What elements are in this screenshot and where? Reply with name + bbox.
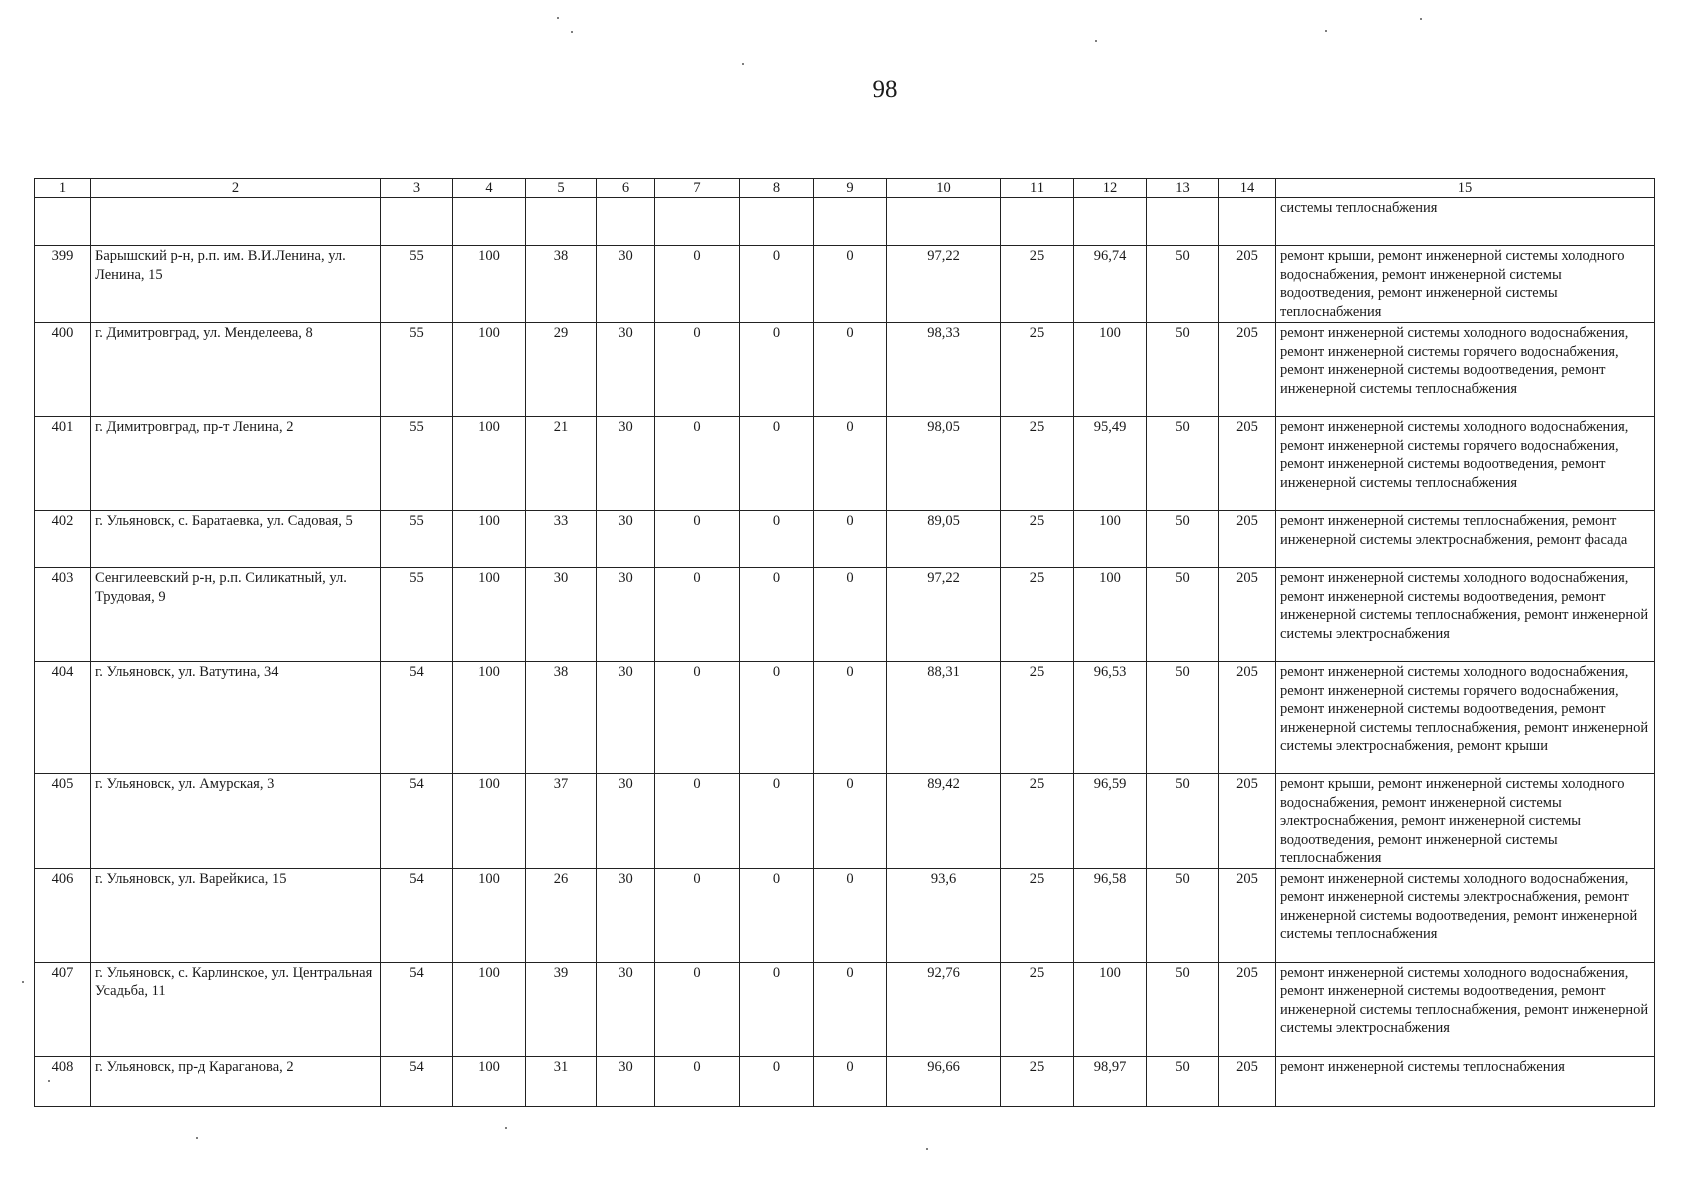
value-c8: 0: [740, 1056, 814, 1106]
value-c4: 100: [453, 662, 526, 774]
value-c3: 55: [381, 417, 453, 511]
value-c13: 50: [1147, 323, 1219, 417]
scan-speck: [196, 1137, 198, 1139]
value-c4: 100: [453, 246, 526, 323]
scan-speck: [1325, 30, 1327, 32]
row-number: 399: [35, 246, 91, 323]
repair-works: ремонт инженерной системы теплоснабжения: [1276, 1056, 1655, 1106]
building-address: г. Ульяновск, с. Карлинское, ул. Центральная Усадьба, 11: [91, 962, 381, 1056]
value-c4: 100: [453, 774, 526, 869]
value-c14: 205: [1219, 868, 1276, 962]
value-c13: 50: [1147, 662, 1219, 774]
value-c10: 93,6: [887, 868, 1001, 962]
value-c6: 30: [597, 868, 655, 962]
table-row: [35, 662, 1655, 774]
value-c7: 0: [655, 662, 740, 774]
column-number-header: 1: [35, 179, 91, 198]
value-c12: 100: [1074, 962, 1147, 1056]
scan-speck: [742, 63, 744, 65]
page-number: 98: [872, 76, 898, 103]
value-c11: 25: [1001, 568, 1074, 662]
value-c14: 205: [1219, 1056, 1276, 1106]
value-c13: 50: [1147, 868, 1219, 962]
value-c10: 92,76: [887, 962, 1001, 1056]
scan-speck: [926, 1148, 928, 1150]
column-number-header: 9: [814, 179, 887, 198]
value-c9: 0: [814, 246, 887, 323]
repair-works: ремонт инженерной системы холодного водоснабжения, ремонт инженерной системы горячего водоснабжения, ремонт инженерной системы водоотведения, ремонт инженерной системы теплоснабжения: [1276, 417, 1655, 511]
value-c14: 205: [1219, 568, 1276, 662]
row-number: 402: [35, 511, 91, 568]
scan-speck: [557, 17, 559, 19]
value-c8: 0: [740, 417, 814, 511]
column-number-header: 15: [1276, 179, 1655, 198]
value-c8: 0: [740, 962, 814, 1056]
value-c11: 25: [1001, 323, 1074, 417]
value-c7: 0: [655, 774, 740, 869]
value-c6: 30: [597, 568, 655, 662]
value-c12: 98,97: [1074, 1056, 1147, 1106]
value-c8: 0: [740, 323, 814, 417]
building-address: г. Ульяновск, пр-д Караганова, 2: [91, 1056, 381, 1106]
value-c8: 0: [740, 774, 814, 869]
value-c5: 37: [526, 774, 597, 869]
table-row: [35, 962, 1655, 1056]
value-c6: 30: [597, 774, 655, 869]
value-c5: 26: [526, 868, 597, 962]
column-number-header: 2: [91, 179, 381, 198]
value-c12: 96,59: [1074, 774, 1147, 869]
column-number-header: 8: [740, 179, 814, 198]
value-c6: 30: [597, 962, 655, 1056]
repair-works: ремонт инженерной системы холодного водоснабжения, ремонт инженерной системы электроснабжения, ремонт инженерной системы водоотведения, ремонт инженерной системы теплоснабжения: [1276, 868, 1655, 962]
value-c4: 100: [453, 962, 526, 1056]
value-c9: 0: [814, 662, 887, 774]
value-c13: 50: [1147, 511, 1219, 568]
value-c7: 0: [655, 323, 740, 417]
table-row: [35, 868, 1655, 962]
value-c6: 30: [597, 323, 655, 417]
value-c3: 55: [381, 511, 453, 568]
value-c11: 25: [1001, 511, 1074, 568]
value-c14: 205: [1219, 662, 1276, 774]
value-c6: 30: [597, 1056, 655, 1106]
value-c4: 100: [453, 323, 526, 417]
value-c8: 0: [740, 868, 814, 962]
value-c5: 21: [526, 417, 597, 511]
row-number: 406: [35, 868, 91, 962]
value-c10: 97,22: [887, 246, 1001, 323]
column-number-header: 6: [597, 179, 655, 198]
table-row: [35, 774, 1655, 869]
value-c12: 96,53: [1074, 662, 1147, 774]
value-c12: 100: [1074, 323, 1147, 417]
value-c5: 38: [526, 246, 597, 323]
value-c6: 30: [597, 511, 655, 568]
value-c4: 100: [453, 511, 526, 568]
value-c5: 30: [526, 568, 597, 662]
value-c13: 50: [1147, 962, 1219, 1056]
repair-works: ремонт крыши, ремонт инженерной системы холодного водоснабжения, ремонт инженерной системы электроснабжения, ремонт инженерной системы водоотведения, ремонт инженерной системы теплоснабжения: [1276, 774, 1655, 869]
value-c3: 54: [381, 1056, 453, 1106]
value-c3: 55: [381, 568, 453, 662]
value-c12: 100: [1074, 568, 1147, 662]
value-c12: 95,49: [1074, 417, 1147, 511]
value-c8: 0: [740, 246, 814, 323]
value-c7: 0: [655, 417, 740, 511]
column-number-header: 4: [453, 179, 526, 198]
value-c14: 205: [1219, 774, 1276, 869]
value-c12: 100: [1074, 511, 1147, 568]
value-c3: 54: [381, 662, 453, 774]
value-c5: 29: [526, 323, 597, 417]
value-c7: 0: [655, 868, 740, 962]
scan-speck: [505, 1127, 507, 1129]
value-c7: 0: [655, 568, 740, 662]
row-number: 405: [35, 774, 91, 869]
column-number-header: 12: [1074, 179, 1147, 198]
value-c9: 0: [814, 511, 887, 568]
value-c14: 205: [1219, 323, 1276, 417]
value-c13: 50: [1147, 246, 1219, 323]
building-address: г. Ульяновск, с. Баратаевка, ул. Садовая, 5: [91, 511, 381, 568]
building-address: г. Димитровград, пр-т Ленина, 2: [91, 417, 381, 511]
value-c9: 0: [814, 1056, 887, 1106]
value-c5: 31: [526, 1056, 597, 1106]
column-number-header: 14: [1219, 179, 1276, 198]
value-c13: 50: [1147, 568, 1219, 662]
value-c11: 25: [1001, 662, 1074, 774]
value-c10: 89,05: [887, 511, 1001, 568]
value-c3: 55: [381, 246, 453, 323]
value-c9: 0: [814, 568, 887, 662]
building-address: г. Ульяновск, ул. Амурская, 3: [91, 774, 381, 869]
value-c11: 25: [1001, 417, 1074, 511]
value-c11: 25: [1001, 1056, 1074, 1106]
value-c4: 100: [453, 868, 526, 962]
row-number: 401: [35, 417, 91, 511]
value-c13: 50: [1147, 774, 1219, 869]
building-address: г. Ульяновск, ул. Ватутина, 34: [91, 662, 381, 774]
value-c10: 88,31: [887, 662, 1001, 774]
value-c6: 30: [597, 246, 655, 323]
value-c8: 0: [740, 568, 814, 662]
value-c4: 100: [453, 1056, 526, 1106]
value-c14: 205: [1219, 511, 1276, 568]
value-c7: 0: [655, 962, 740, 1056]
row-number: 404: [35, 662, 91, 774]
value-c9: 0: [814, 774, 887, 869]
row-number: 400: [35, 323, 91, 417]
value-c13: 50: [1147, 1056, 1219, 1106]
repair-works: ремонт инженерной системы холодного водоснабжения, ремонт инженерной системы горячего водоснабжения, ремонт инженерной системы водоотведения, ремонт инженерной системы теплоснабжения, ремонт инженерной системы электроснабжения, ремонт крыши: [1276, 662, 1655, 774]
value-c12: 96,58: [1074, 868, 1147, 962]
value-c11: 25: [1001, 962, 1074, 1056]
column-number-row: [35, 179, 1655, 198]
scan-speck: [1095, 40, 1097, 42]
row-number: 408: [35, 1056, 91, 1106]
column-number-header: 5: [526, 179, 597, 198]
scan-speck: [571, 31, 573, 33]
value-c13: 50: [1147, 417, 1219, 511]
column-number-header: 11: [1001, 179, 1074, 198]
table-row: [35, 323, 1655, 417]
table-row: [35, 568, 1655, 662]
value-c11: 25: [1001, 774, 1074, 869]
value-c12: 96,74: [1074, 246, 1147, 323]
table-row: [35, 1056, 1655, 1106]
value-c7: 0: [655, 511, 740, 568]
column-number-header: 7: [655, 179, 740, 198]
value-c10: 98,05: [887, 417, 1001, 511]
scan-speck: [48, 1080, 50, 1082]
value-c14: 205: [1219, 246, 1276, 323]
building-address: Сенгилеевский р-н, р.п. Силикатный, ул. Трудовая, 9: [91, 568, 381, 662]
housing-repair-table: [34, 178, 1655, 1107]
repair-works: ремонт инженерной системы холодного водоснабжения, ремонт инженерной системы водоотведения, ремонт инженерной системы теплоснабжения, ремонт инженерной системы электроснабжения: [1276, 568, 1655, 662]
column-number-header: 3: [381, 179, 453, 198]
value-c8: 0: [740, 662, 814, 774]
repair-works: ремонт инженерной системы холодного водоснабжения, ремонт инженерной системы горячего водоснабжения, ремонт инженерной системы водоотведения, ремонт инженерной системы теплоснабжения: [1276, 323, 1655, 417]
building-address: г. Ульяновск, ул. Варейкиса, 15: [91, 868, 381, 962]
continuation-row: [35, 198, 1655, 246]
scan-speck: [1420, 18, 1422, 20]
repair-works: ремонт инженерной системы холодного водоснабжения, ремонт инженерной системы водоотведения, ремонт инженерной системы теплоснабжения, ремонт инженерной системы электроснабжения: [1276, 962, 1655, 1056]
value-c8: 0: [740, 511, 814, 568]
value-c9: 0: [814, 323, 887, 417]
value-c5: 39: [526, 962, 597, 1056]
value-c6: 30: [597, 662, 655, 774]
value-c9: 0: [814, 962, 887, 1056]
value-c14: 205: [1219, 962, 1276, 1056]
value-c5: 38: [526, 662, 597, 774]
value-c3: 54: [381, 774, 453, 869]
column-number-header: 13: [1147, 179, 1219, 198]
row-number: 403: [35, 568, 91, 662]
building-address: г. Димитровград, ул. Менделеева, 8: [91, 323, 381, 417]
value-c7: 0: [655, 246, 740, 323]
value-c4: 100: [453, 417, 526, 511]
value-c3: 55: [381, 323, 453, 417]
value-c14: 205: [1219, 417, 1276, 511]
table-row: [35, 417, 1655, 511]
value-c10: 89,42: [887, 774, 1001, 869]
value-c9: 0: [814, 868, 887, 962]
value-c11: 25: [1001, 246, 1074, 323]
column-number-header: 10: [887, 179, 1001, 198]
row-number: 407: [35, 962, 91, 1056]
building-address: Барышский р-н, р.п. им. В.И.Ленина, ул. Ленина, 15: [91, 246, 381, 323]
table-row: [35, 511, 1655, 568]
repair-works: ремонт крыши, ремонт инженерной системы холодного водоснабжения, ремонт инженерной системы водоотведения, ремонт инженерной системы теплоснабжения: [1276, 246, 1655, 323]
value-c6: 30: [597, 417, 655, 511]
continuation-text: системы теплоснабжения: [1276, 198, 1655, 246]
value-c11: 25: [1001, 868, 1074, 962]
value-c7: 0: [655, 1056, 740, 1106]
repair-works: ремонт инженерной системы теплоснабжения, ремонт инженерной системы электроснабжения, ремонт фасада: [1276, 511, 1655, 568]
value-c3: 54: [381, 962, 453, 1056]
value-c10: 96,66: [887, 1056, 1001, 1106]
value-c10: 97,22: [887, 568, 1001, 662]
value-c5: 33: [526, 511, 597, 568]
scan-speck: [22, 981, 24, 983]
table-row: [35, 246, 1655, 323]
value-c3: 54: [381, 868, 453, 962]
value-c4: 100: [453, 568, 526, 662]
value-c9: 0: [814, 417, 887, 511]
value-c10: 98,33: [887, 323, 1001, 417]
